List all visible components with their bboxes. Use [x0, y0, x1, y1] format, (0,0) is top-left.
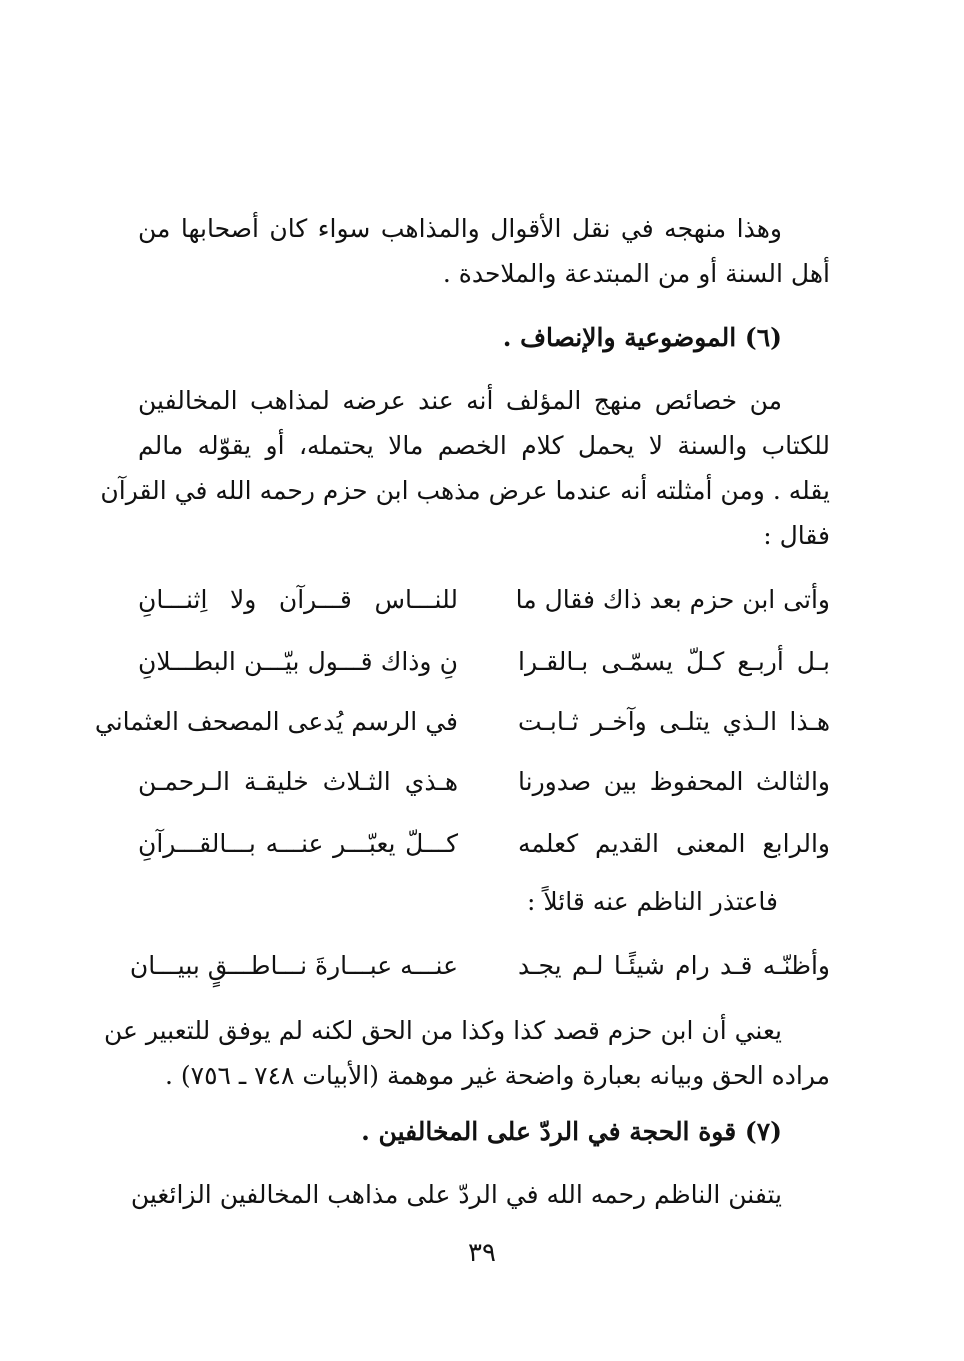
verse-second-hemistich: عنـــه عبـــارةَ نـــاطـــقٍ ببيـــان	[129, 951, 458, 980]
verse-first-hemistich: والرابع المعنى القديم كعلمه	[518, 829, 830, 858]
verse-second-hemistich: هـذي الثـلاث خليقـة الـرحمـن	[138, 767, 458, 796]
verse-first-hemistich: والثالث المحفوظ بين صدورنا	[518, 767, 830, 796]
poem-verse	[94, 700, 830, 744]
paragraph-line: يقله . ومن أمثلته أنه عندما عرض مذهب ابن حزم رحمه الله في القرآن	[100, 476, 830, 505]
paragraph-line: وهذا منهجه في نقل الأقوال والمذاهب سواء كان أصحابها من	[138, 214, 782, 243]
verse-first-hemistich: وأظنّـه قـد رام شيئًـا لـم يجـد	[518, 951, 830, 980]
paragraph-line: مراده الحق وبيانه بعبارة واضحة غير موهمة (الأبيات ٧٤٨ ـ ٧٥٦) .	[164, 1061, 830, 1090]
verse-first-hemistich: بـل أربـع كـلّ يسمّـى بـالقـرا	[518, 647, 830, 676]
paragraph-argument	[130, 1172, 830, 1217]
paragraph-line: للكتاب والسنة لا يحمل كلام الخصم مالا يحتمله، أو يقوّله مالم	[138, 431, 831, 460]
paragraph-line: أهل السنة أو من المبتدعة والملاحدة .	[442, 259, 830, 288]
poem-verse	[138, 760, 830, 804]
verse-second-hemistich: في الرسم يُدعى المصحف العثماني	[94, 707, 458, 736]
paragraph-line: يعني أن ابن حزم قصد كذا وكذا من الحق لكنه لم يوفق للتعبير عن	[103, 1016, 782, 1045]
paragraph-method	[138, 206, 830, 296]
verse-second-hemistich: نِ وذاك قـــول بيّـــن البطـــلانِ	[138, 647, 458, 676]
poem-verse	[138, 822, 830, 866]
verse-second-hemistich: للنـــاس قـــرآن ولا اِثنـــانِ	[138, 585, 458, 614]
verse-first-hemistich: هـذا الـذي يتلـى وآخـر ثـابـت	[518, 707, 830, 736]
verse-first-hemistich: وأتى ابن حزم بعد ذاك فقال ما	[515, 585, 830, 614]
paragraph-line: فقال :	[763, 521, 830, 550]
section-heading-argument: (٧) قوة الحجة في الردّ على المخالفين .	[361, 1117, 782, 1146]
paragraph-objectivity	[100, 378, 831, 558]
page-number: ٣٩	[468, 1238, 496, 1268]
paragraph-line: يتفنن الناظم رحمه الله في الردّ على مذاهب المخالفين الزائغين	[130, 1180, 782, 1209]
verse-second-hemistich: كـــلّ يعبّـــر عنـــه بـــالقـــرآنِ	[138, 829, 458, 858]
poem-verse	[138, 640, 830, 684]
poem-verse	[138, 578, 830, 622]
paragraph-explanation	[103, 1008, 830, 1098]
interlude-text: فاعتذر الناظم عنه قائلاً :	[526, 887, 778, 916]
paragraph-line: من خصائص منهج المؤلف أنه عند عرضه لمذاهب المخالفين	[138, 386, 782, 415]
poem-verse	[129, 944, 830, 988]
section-heading-objectivity: (٦) الموضوعية والإنصاف .	[502, 323, 782, 352]
